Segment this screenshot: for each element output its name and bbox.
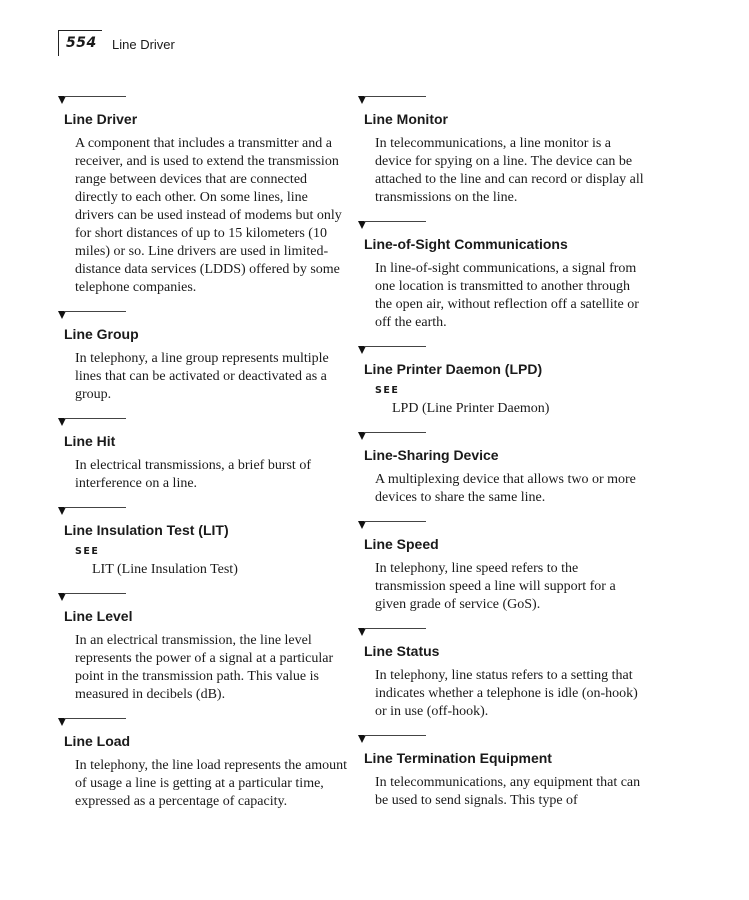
entry-term: Line Status xyxy=(364,643,440,659)
entry-definition: In telephony, line status refers to a setting that indicates whether a telephone is idle (on-hook) or in use (off-hook). xyxy=(375,668,638,719)
entry-marker xyxy=(58,507,348,517)
triangle-icon xyxy=(58,718,66,726)
triangle-icon xyxy=(358,628,366,636)
entry-marker xyxy=(58,311,348,321)
entry-marker xyxy=(58,96,348,106)
glossary-entry xyxy=(358,346,648,418)
entry-definition: In line-of-sight communications, a signal from one location is transmitted to another through the open air, without reflection off a satellite or off the earth. xyxy=(375,261,639,330)
triangle-icon xyxy=(358,521,366,529)
triangle-icon xyxy=(58,593,66,601)
entry-marker xyxy=(358,628,648,638)
glossary-entry xyxy=(358,521,648,614)
left-column xyxy=(58,96,348,825)
entry-definition: In telephony, line speed refers to the transmission speed a line will support for a given grade of service (GoS). xyxy=(375,561,616,612)
entry-term: Line-of-Sight Communications xyxy=(364,236,568,252)
entry-term: Line Printer Daemon (LPD) xyxy=(364,361,543,377)
glossary-entry xyxy=(58,96,348,297)
triangle-icon xyxy=(58,507,66,515)
triangle-icon xyxy=(358,346,366,354)
glossary-entry xyxy=(58,507,348,579)
triangle-icon xyxy=(358,96,366,104)
entry-term: Line Monitor xyxy=(364,111,448,127)
entry-definition: In telephony, the line load represents the amount of usage a line is getting at a particular time, expressed as a percentage of capacity. xyxy=(75,758,348,809)
entry-term: Line Group xyxy=(64,326,139,342)
see-label: SEE xyxy=(75,546,100,557)
entry-term: Line-Sharing Device xyxy=(364,447,499,463)
entry-definition: A component that includes a transmitter and a receiver, and is used to extend the transmission range between devices that are connected directly to each other. On some lines, line drivers can be used instead of modems but only for short distances of up to 15 kilometers (10 miles) or so. Line drivers are used in limited-distance data services (LDDS) offered by some telephone companies. xyxy=(75,136,342,295)
entry-term: Line Speed xyxy=(364,536,439,552)
right-column xyxy=(358,96,648,824)
cross-reference: LIT (Line Insulation Test) xyxy=(92,562,238,577)
entry-term: Line Insulation Test (LIT) xyxy=(64,522,229,538)
running-title: Line Driver xyxy=(112,37,175,52)
entry-term: Line Driver xyxy=(64,111,138,127)
entry-marker xyxy=(358,735,648,745)
entry-term: Line Hit xyxy=(64,433,116,449)
see-label: SEE xyxy=(375,385,400,396)
entry-term: Line Load xyxy=(64,733,131,749)
entry-marker xyxy=(358,96,648,106)
triangle-icon xyxy=(358,432,366,440)
entry-definition: In electrical transmissions, a brief burst of interference on a line. xyxy=(75,458,311,491)
page-number: 554 xyxy=(66,35,97,51)
glossary-entry xyxy=(358,96,648,207)
entry-marker xyxy=(58,718,348,728)
entry-term: Line Level xyxy=(64,608,133,624)
entry-definition: In telecommunications, any equipment that can be used to send signals. This type of xyxy=(375,775,641,808)
entry-marker xyxy=(58,593,348,603)
triangle-icon xyxy=(358,735,366,743)
entry-definition: In telephony, a line group represents multiple lines that can be activated or deactivated as a group. xyxy=(75,351,329,402)
triangle-icon xyxy=(58,96,66,104)
glossary-entry xyxy=(358,221,648,332)
entry-marker xyxy=(358,432,648,442)
glossary-entry xyxy=(58,418,348,493)
glossary-entry xyxy=(358,735,648,810)
glossary-entry xyxy=(58,718,348,811)
entry-marker xyxy=(358,346,648,356)
glossary-entry xyxy=(58,311,348,404)
entry-definition: In telecommunications, a line monitor is a device for spying on a line. The device can be attached to the line and can record or display all transmissions on the line. xyxy=(375,136,644,205)
entry-marker xyxy=(358,221,648,231)
triangle-icon xyxy=(58,311,66,319)
triangle-icon xyxy=(58,418,66,426)
entry-definition: A multiplexing device that allows two or more devices to share the same line. xyxy=(375,472,636,505)
entry-marker xyxy=(58,418,348,428)
entry-definition: In an electrical transmission, the line level represents the power of a signal at a particular point in the transmission path. This value is measured in decibels (dB). xyxy=(75,633,334,702)
entry-term: Line Termination Equipment xyxy=(364,750,552,766)
cross-reference: LPD (Line Printer Daemon) xyxy=(392,401,550,416)
glossary-entry xyxy=(358,628,648,721)
triangle-icon xyxy=(358,221,366,229)
glossary-entry xyxy=(58,593,348,704)
entry-marker xyxy=(358,521,648,531)
glossary-entry xyxy=(358,432,648,507)
